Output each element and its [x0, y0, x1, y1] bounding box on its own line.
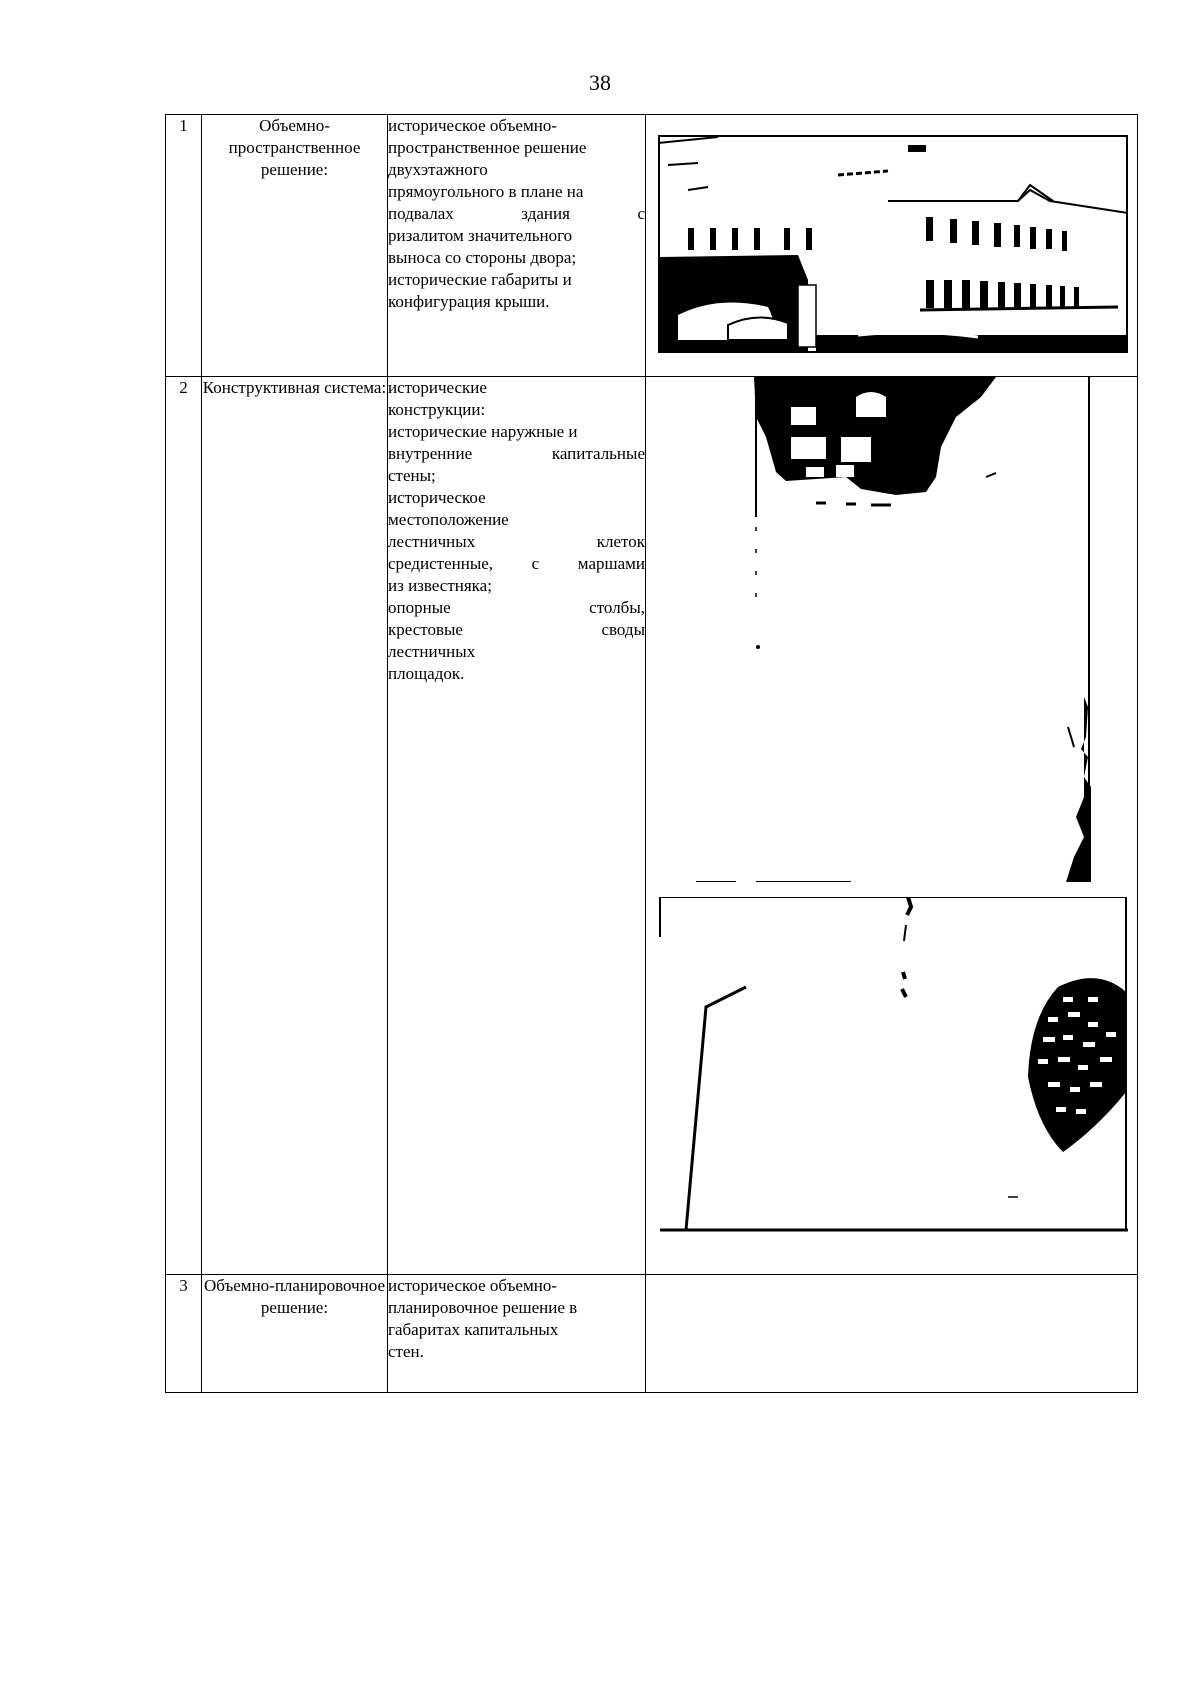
element-description [388, 115, 646, 377]
vault-photo [658, 897, 1128, 1232]
element-name: Объемно-пространственное решение: [202, 115, 388, 377]
description-line: планировочное решение в [388, 1298, 578, 1317]
description-line: внутренние капитальные [388, 444, 645, 463]
description-line: крестовые своды [388, 620, 645, 639]
element-name: Конструктивная система: [202, 377, 388, 1275]
description-line: габаритах капитальных [388, 1320, 559, 1339]
photo-cell-empty [646, 1275, 1138, 1393]
description-line: историческое [388, 488, 486, 507]
description-line: пространственное решение [388, 138, 587, 157]
row-number: 2 [166, 377, 202, 1275]
page-number: 38 [589, 70, 611, 95]
table-row [166, 115, 1138, 377]
description-line: выноса со стороны двора; [388, 248, 577, 267]
description-line: исторические [388, 378, 487, 397]
description-line: опорные столбы, [388, 598, 645, 617]
element-description [388, 1275, 646, 1393]
description-line: из известняка; [388, 576, 492, 595]
description-line: историческое объемно- [388, 116, 557, 135]
description-line: стены; [388, 466, 436, 485]
description-line: средистенные, с маршами [388, 554, 645, 573]
description-line: стен. [388, 1342, 424, 1361]
staircase-photo [696, 377, 1091, 882]
building-facade-photo [658, 135, 1128, 353]
table-row [166, 1275, 1138, 1393]
description-line: конструкции: [388, 400, 486, 419]
protected-elements-table [165, 114, 1138, 1393]
row-number: 1 [166, 115, 202, 377]
photo-cell [646, 377, 1138, 1275]
description-line: историческое объемно- [388, 1276, 557, 1295]
description-line: конфигурация крыши. [388, 292, 550, 311]
table-row [166, 377, 1138, 1275]
description-line: площадок. [388, 664, 465, 683]
element-description [388, 377, 646, 1275]
description-line: прямоугольного в плане на [388, 182, 584, 201]
description-line: двухэтажного [388, 160, 488, 179]
description-line: исторические наружные и [388, 422, 578, 441]
description-line: лестничных клеток [388, 532, 645, 551]
description-line: подвалах здания с [388, 204, 645, 223]
photo-cell [646, 115, 1138, 377]
description-line: лестничных [388, 642, 476, 661]
description-line: исторические габариты и [388, 270, 572, 289]
row-number: 3 [166, 1275, 202, 1393]
description-line: ризалитом значительного [388, 226, 573, 245]
element-name: Объемно-планировочное решение: [202, 1275, 388, 1393]
description-line: местоположение [388, 510, 509, 529]
